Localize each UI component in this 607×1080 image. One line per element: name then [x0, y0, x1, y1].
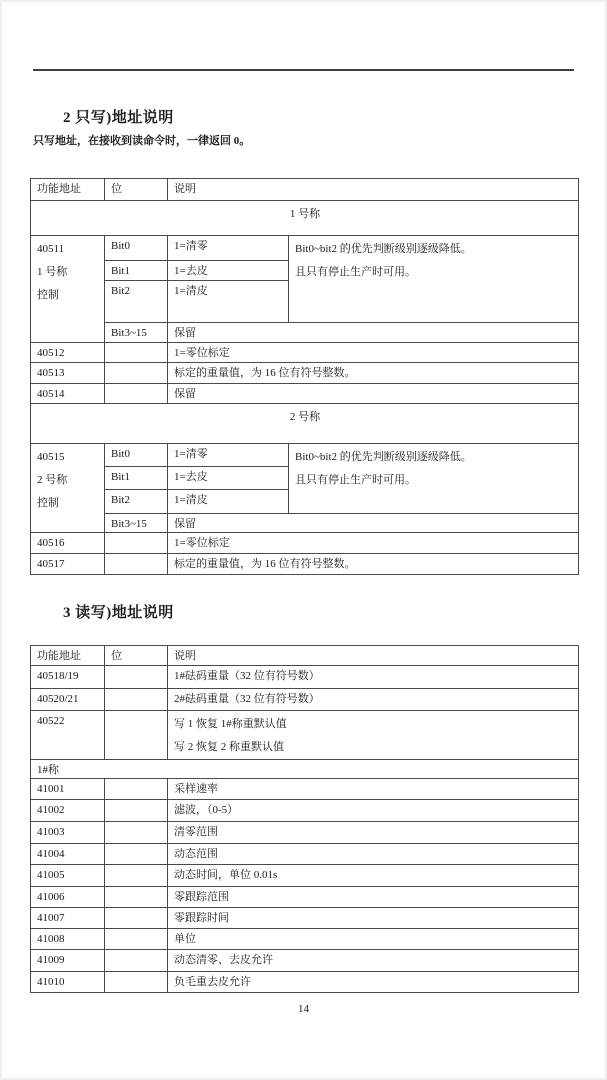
cell-desc: 零跟踪范围	[168, 887, 579, 908]
cell-address: 41001	[31, 779, 105, 800]
read-write-heading: 3 读写)地址说明	[63, 605, 174, 621]
cell-address: 40512	[31, 343, 105, 363]
table-row	[31, 343, 579, 363]
cell-desc: 1=零位标定	[168, 533, 579, 554]
cell-desc: 保留	[168, 384, 579, 404]
cell-bit-desc: 1=清皮	[168, 281, 289, 323]
cell-bit-desc: 1=去皮	[168, 467, 289, 490]
write-only-table	[30, 178, 579, 575]
cell-bit-empty	[105, 844, 168, 865]
write-only-intro: 只写地址，在接收到读命令时，一律返回 0。	[33, 135, 251, 147]
cell-address: 40517	[31, 554, 105, 575]
cell-address: 40516	[31, 533, 105, 554]
cell-bit-empty	[105, 711, 168, 760]
cell-desc: 动态清零、去皮允许	[168, 950, 579, 972]
cell-address: 41003	[31, 822, 105, 844]
cell-desc: 滤波，（0-5）	[168, 800, 579, 822]
cell-bit: Bit1	[105, 261, 168, 281]
page-number: 14	[298, 1003, 309, 1015]
table-row	[31, 887, 579, 908]
cell-bit: Bit2	[105, 490, 168, 514]
cell-desc: 1#砝码重量（32 位有符号数）	[168, 666, 579, 689]
cell-address-block	[31, 444, 105, 533]
cell-bit-empty	[105, 384, 168, 404]
table-row	[31, 711, 579, 760]
cell-bit-empty	[105, 533, 168, 554]
read-write-table	[30, 645, 579, 993]
address-line: 40515	[37, 451, 65, 463]
col-header-bit: 位	[105, 646, 168, 666]
table-row	[31, 779, 579, 800]
cell-desc: 负毛重去皮允许	[168, 972, 579, 993]
scale2-title-row	[31, 404, 579, 444]
cell-address: 40518/19	[31, 666, 105, 689]
cell-bit-empty	[105, 343, 168, 363]
cell-note	[289, 444, 579, 514]
cell-bit-empty	[105, 972, 168, 993]
cell-address: 41005	[31, 865, 105, 887]
cell-address: 41009	[31, 950, 105, 972]
cell-desc: 1=零位标定	[168, 343, 579, 363]
cell-address: 40513	[31, 363, 105, 384]
group-title-row	[31, 760, 579, 779]
note-line: 且只有停止生产时可用。	[295, 474, 416, 486]
cell-desc: 单位	[168, 929, 579, 950]
cell-bit-empty	[105, 929, 168, 950]
address-line: 1 号称	[37, 266, 68, 278]
note-line: 且只有停止生产时可用。	[295, 266, 416, 278]
table-row	[31, 908, 579, 929]
cell-bit-desc: 1=清零	[168, 236, 289, 261]
cell-bit-empty	[105, 908, 168, 929]
cell-address: 41007	[31, 908, 105, 929]
cell-bit-empty	[105, 800, 168, 822]
address-line: 控制	[37, 289, 59, 301]
table-row	[31, 554, 579, 575]
table-header-row	[31, 179, 579, 201]
col-header-desc: 说明	[168, 179, 579, 201]
cell-bit-desc: 1=去皮	[168, 261, 289, 281]
cell-desc: 零跟踪时间	[168, 908, 579, 929]
cell-bit: Bit0	[105, 444, 168, 467]
cell-desc: 清零范围	[168, 822, 579, 844]
table-row	[31, 689, 579, 711]
table-row	[31, 444, 579, 467]
table-row	[31, 844, 579, 865]
cell-desc: 2#砝码重量（32 位有符号数）	[168, 689, 579, 711]
table-row	[31, 363, 579, 384]
cell-address: 41008	[31, 929, 105, 950]
table-row	[31, 950, 579, 972]
cell-desc: 采样速率	[168, 779, 579, 800]
cell-desc: 标定的重量值，为 16 位有符号整数。	[168, 363, 579, 384]
cell-desc: 动态时间，单位 0.01s	[168, 865, 579, 887]
header-rule	[33, 69, 574, 71]
table-row	[31, 972, 579, 993]
table-row	[31, 533, 579, 554]
col-header-address: 功能地址	[31, 179, 105, 201]
cell-bit-empty	[105, 689, 168, 711]
cell-bit-empty	[105, 363, 168, 384]
cell-bit-desc: 1=清零	[168, 444, 289, 467]
table-row	[31, 384, 579, 404]
cell-address: 41002	[31, 800, 105, 822]
table-row	[31, 865, 579, 887]
table-row	[31, 236, 579, 261]
cell-bit: Bit0	[105, 236, 168, 261]
cell-bit-empty	[105, 887, 168, 908]
cell-address-block	[31, 236, 105, 343]
write-only-heading: 2 只写)地址说明	[63, 110, 174, 126]
desc-line: 写 2 恢复 2 称重默认值	[174, 741, 284, 753]
note-line: Bit0~bit2 的优先判断级别逐级降低。	[295, 451, 472, 463]
cell-bit-empty	[105, 865, 168, 887]
address-line: 40511	[37, 243, 65, 255]
cell-address: 40520/21	[31, 689, 105, 711]
address-line: 控制	[37, 497, 59, 509]
table-row	[31, 514, 579, 533]
table-row	[31, 323, 579, 343]
table-row	[31, 666, 579, 689]
table-row	[31, 822, 579, 844]
cell-address: 40522	[31, 711, 105, 760]
cell-bit: Bit2	[105, 281, 168, 323]
cell-bit-empty	[105, 950, 168, 972]
cell-bit-desc: 1=清皮	[168, 490, 289, 514]
cell-desc: 标定的重量值，为 16 位有符号整数。	[168, 554, 579, 575]
col-header-desc: 说明	[168, 646, 579, 666]
table-header-row	[31, 646, 579, 666]
cell-bit: Bit3~15	[105, 514, 168, 533]
cell-bit-empty	[105, 666, 168, 689]
col-header-bit: 位	[105, 179, 168, 201]
scale2-title: 2 号称	[31, 404, 579, 444]
cell-desc: 动态范围	[168, 844, 579, 865]
group-title: 1#称	[31, 760, 579, 779]
address-line: 2 号称	[37, 474, 68, 486]
cell-bit-empty	[105, 822, 168, 844]
col-header-address: 功能地址	[31, 646, 105, 666]
cell-address: 41004	[31, 844, 105, 865]
desc-line: 写 1 恢复 1#称重默认值	[174, 718, 287, 730]
cell-bit: Bit1	[105, 467, 168, 490]
cell-bit: Bit3~15	[105, 323, 168, 343]
table-row	[31, 800, 579, 822]
cell-desc	[168, 711, 579, 760]
cell-bit-empty	[105, 779, 168, 800]
scale1-title-row	[31, 201, 579, 236]
cell-desc: 保留	[168, 514, 579, 533]
cell-address: 41010	[31, 972, 105, 993]
cell-note	[289, 236, 579, 323]
cell-address: 41006	[31, 887, 105, 908]
note-line: Bit0~bit2 的优先判断级别逐级降低。	[295, 243, 472, 255]
cell-bit-empty	[105, 554, 168, 575]
cell-address: 40514	[31, 384, 105, 404]
cell-desc: 保留	[168, 323, 579, 343]
scale1-title: 1 号称	[31, 201, 579, 236]
table-row	[31, 929, 579, 950]
